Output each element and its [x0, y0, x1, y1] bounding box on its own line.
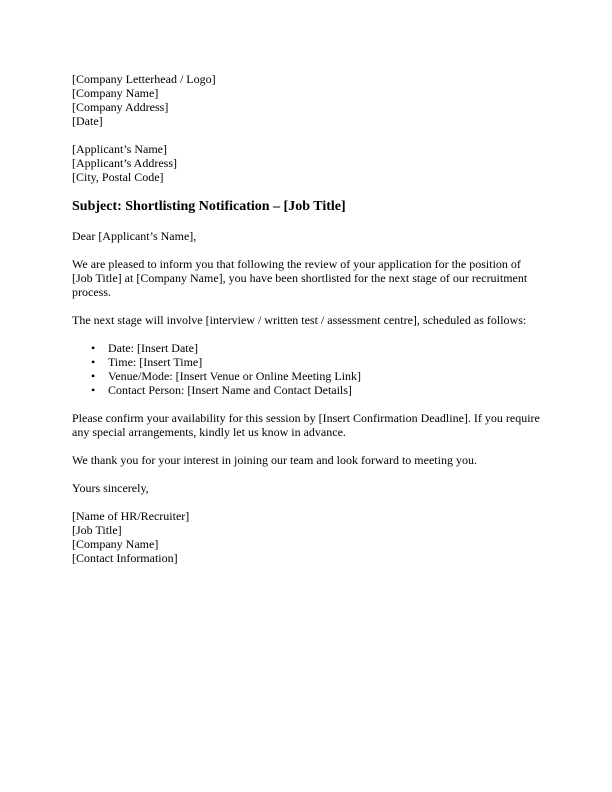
bullet-item-venue: • Venue/Mode: [Insert Venue or Online Meeting Link]	[108, 369, 540, 383]
sender-date-line: [Date]	[72, 114, 103, 128]
sender-company-name-line: [Company Name]	[72, 86, 159, 100]
schedule-bullet-list	[72, 341, 540, 397]
recipient-city-line: [City, Postal Code]	[72, 170, 164, 184]
sender-block	[72, 72, 540, 128]
bullet-item-time: • Time: [Insert Time]	[108, 355, 540, 369]
signature-company-line: [Company Name]	[72, 537, 159, 551]
subject-line: Subject: Shortlisting Notification – [Job Title]	[72, 199, 346, 214]
sender-letterhead-line: [Company Letterhead / Logo]	[72, 72, 216, 86]
bullet-item-contact: • Contact Person: [Insert Name and Contact Details]	[108, 383, 540, 397]
closing-line: Yours sincerely,	[72, 481, 149, 495]
recipient-name-line: [Applicant’s Name]	[72, 142, 167, 156]
body-paragraph-thanks: We thank you for your interest in joining our team and look forward to meeting you.	[72, 453, 477, 467]
sender-company-address-line: [Company Address]	[72, 100, 169, 114]
recipient-address-line: [Applicant’s Address]	[72, 156, 177, 170]
signature-block	[72, 509, 540, 565]
salutation: Dear [Applicant’s Name],	[72, 229, 197, 243]
recipient-block	[72, 142, 540, 184]
bullet-item-date: • Date: [Insert Date]	[108, 341, 540, 355]
signature-contact-line: [Contact Information]	[72, 551, 178, 565]
signature-job-title-line: [Job Title]	[72, 523, 122, 537]
body-paragraph-confirm: Please confirm your availability for this session by [Insert Confirmation Deadline]. If you require any special arrangements, kindly let us know in advance.	[72, 411, 540, 439]
body-paragraph-next-stage: The next stage will involve [interview / written test / assessment centre], scheduled as follows:	[72, 313, 527, 327]
signature-name-line: [Name of HR/Recruiter]	[72, 509, 190, 523]
body-paragraph-intro: We are pleased to inform you that following the review of your application for the position of [Job Title] at [Company Name], you have been shortlisted for the next stage of our recruitment process.	[72, 257, 528, 299]
